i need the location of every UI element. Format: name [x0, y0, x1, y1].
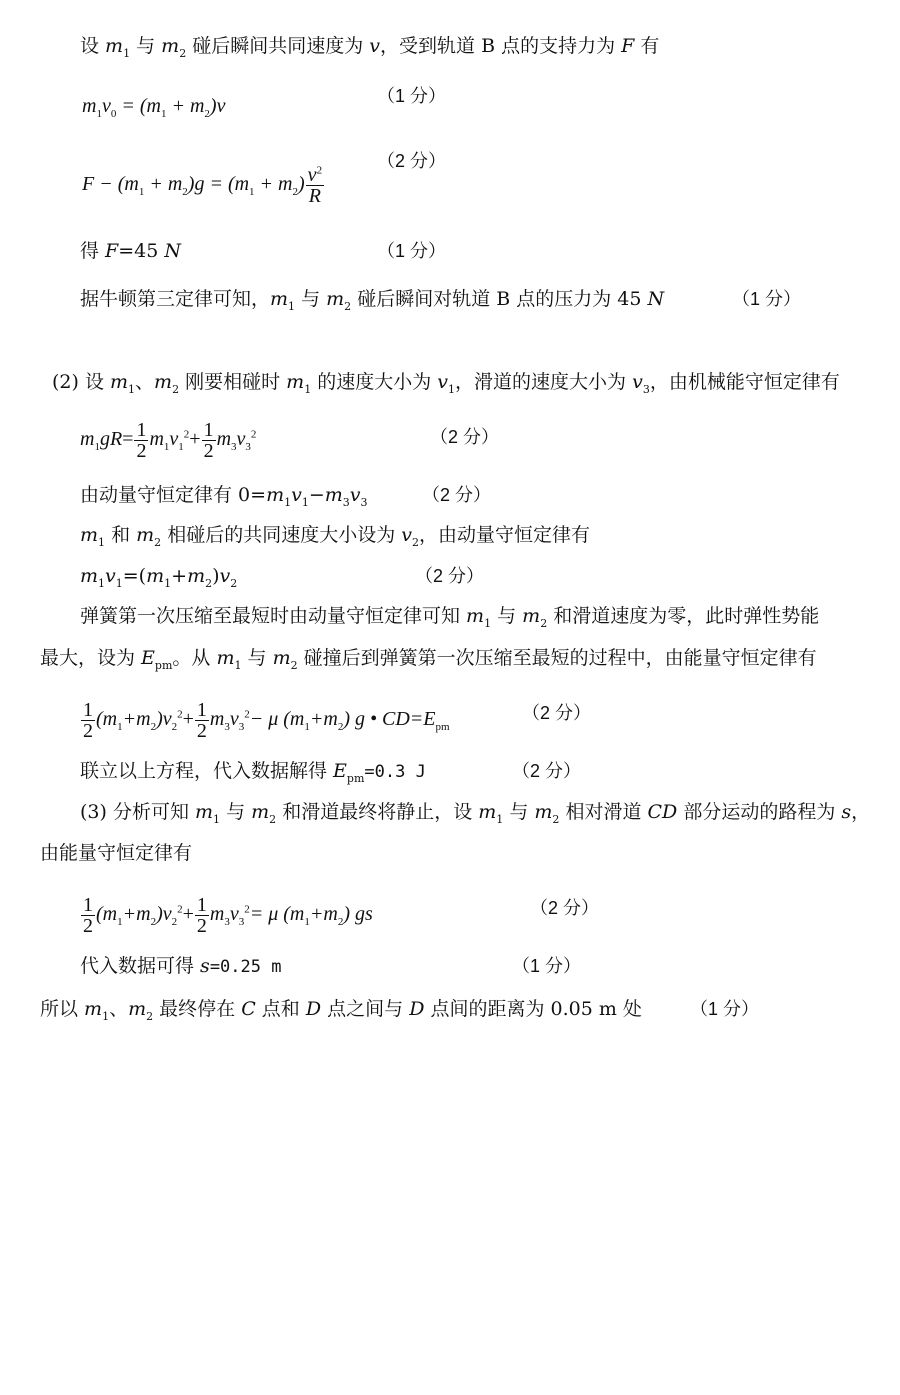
sub: 1 — [304, 382, 312, 396]
text: (3) 分析可知 — [80, 801, 195, 823]
eq-part: + — [182, 903, 194, 926]
denominator: 2 — [136, 440, 147, 462]
eq-part: + — [182, 708, 194, 731]
text: 所以 — [40, 998, 85, 1020]
equation-energy-2 — [80, 895, 373, 936]
var-m1: m — [478, 801, 497, 823]
text: 和滑道速度为零，此时弹性势能 — [547, 605, 820, 627]
sub: 3 — [238, 916, 245, 929]
text: 碰后瞬间共同速度为 — [186, 35, 370, 57]
eq-part: )v — [209, 95, 226, 117]
eq-part: )v — [156, 708, 172, 731]
sub: 1 — [163, 441, 170, 454]
var-m1: m — [110, 371, 129, 393]
fraction — [134, 420, 148, 461]
denominator: 2 — [196, 915, 207, 937]
sub: 2 — [182, 186, 188, 199]
eq-part: )g = (m — [187, 173, 250, 196]
eq-part: +m — [122, 708, 151, 731]
text: 与 — [241, 647, 273, 669]
text: ，受到轨道 B 点的支持力为 — [380, 35, 622, 57]
final-line — [40, 996, 642, 1022]
var-m2: m — [136, 524, 155, 546]
points-label: （2 分） — [522, 703, 592, 723]
sub: 2 — [171, 721, 178, 734]
sub: 2 — [150, 916, 157, 929]
points-label: （1 分） — [512, 956, 582, 976]
points-label: （1 分） — [690, 999, 760, 1019]
var-m1: m — [80, 524, 99, 546]
sub: 3 — [245, 441, 251, 454]
var-m1: m — [146, 565, 165, 587]
numerator: 1 — [83, 894, 93, 916]
spring-line-1 — [80, 603, 819, 629]
var-m3: m — [324, 484, 343, 506]
eq-part: m — [149, 428, 164, 451]
fraction — [195, 700, 209, 741]
eq-part: + — [189, 428, 201, 451]
text: 据牛顿第三定律可知， — [80, 288, 271, 310]
var-v2: v — [401, 524, 412, 546]
text: 刚要相碰时 — [179, 371, 287, 393]
var-v: v — [369, 35, 381, 57]
eq-part: (m — [96, 708, 118, 731]
sup: 2 — [250, 428, 257, 441]
numerator: 1 — [136, 419, 147, 441]
fraction — [306, 165, 324, 206]
eq-part: (m — [96, 903, 118, 926]
denominator: 2 — [83, 915, 93, 937]
sub: 2 — [150, 721, 157, 734]
sub: 1 — [304, 721, 310, 734]
var-m2: m — [154, 371, 173, 393]
var-m2: m — [161, 35, 180, 57]
text: 与 — [503, 801, 535, 823]
var-F: F — [105, 240, 119, 262]
sup: 2 — [183, 428, 190, 441]
result-line-3 — [80, 953, 281, 980]
eq-part: + m — [254, 173, 293, 196]
text: ) — [212, 565, 220, 587]
eq-part: )v — [156, 903, 172, 926]
points-label: （2 分） — [512, 761, 582, 781]
eq-part: m — [216, 428, 232, 451]
sub: 1 — [304, 916, 310, 929]
var-v2: v — [219, 565, 231, 587]
sub: 2 — [204, 108, 210, 120]
text: 代入数据可得 — [80, 955, 201, 977]
sub: 3 — [224, 721, 230, 734]
eq-part: ) gs — [343, 903, 373, 926]
numerator: 1 — [196, 699, 207, 721]
numerator: 1 — [83, 699, 93, 721]
sub: 1 — [164, 576, 172, 590]
part3-line-2: 由能量守恒定律有 — [40, 842, 193, 864]
sup: 2 — [244, 903, 250, 916]
text: ， — [851, 801, 871, 823]
fraction — [81, 700, 95, 741]
text: − — [308, 484, 325, 506]
text: 得 — [80, 240, 106, 262]
var-E: E — [333, 760, 347, 782]
sub: 1 — [178, 441, 184, 454]
sub: 3 — [238, 721, 245, 734]
sub: 2 — [344, 299, 352, 313]
text: =0.3 J — [364, 762, 426, 782]
var-v3: v — [349, 484, 361, 506]
equation-momentum — [82, 93, 225, 119]
var-CD: CD — [647, 801, 678, 823]
sub: 2 — [171, 916, 178, 929]
sub: 1 — [138, 186, 145, 199]
text: 碰后瞬间对轨道 B 点的压力为 45 — [351, 288, 648, 310]
text: =( — [122, 565, 147, 587]
eq-part: m — [209, 708, 225, 731]
var-m2: m — [534, 801, 553, 823]
var-m1: m — [105, 35, 124, 57]
text: 、 — [135, 371, 155, 393]
eq-part: v — [101, 95, 111, 117]
var-m1: m — [195, 801, 214, 823]
text: 碰撞后到弹簧第一次压缩至最短的过程中，由能量守恒定律有 — [297, 647, 817, 669]
eq-part: + m — [166, 95, 205, 117]
eq-part: +m — [122, 903, 151, 926]
equation-momentum-3 — [80, 563, 237, 589]
var-m1: m — [266, 484, 285, 506]
sub: 2 — [230, 576, 238, 590]
text: 、 — [109, 998, 129, 1020]
sup: 2 — [316, 164, 323, 177]
var-m2: m — [187, 565, 206, 587]
sub: 1 — [284, 495, 292, 509]
sub: 2 — [179, 46, 187, 60]
eq-part: v — [229, 903, 239, 926]
text: 最大，设为 — [40, 647, 142, 669]
var-v3: v — [632, 371, 643, 393]
var-m2: m — [128, 998, 147, 1020]
points-label: （2 分） — [377, 151, 447, 171]
sub: 2 — [540, 616, 548, 630]
numerator: 1 — [203, 419, 214, 441]
unit-N: N — [647, 288, 665, 310]
points-label: （2 分） — [430, 427, 500, 447]
sup: 2 — [177, 708, 183, 721]
text: + — [171, 565, 188, 587]
sub: 1 — [249, 186, 255, 199]
eq-part: F − (m — [82, 173, 139, 196]
sub: 1 — [128, 382, 136, 396]
eq-part: v — [169, 428, 179, 451]
var-v1: v — [105, 565, 116, 587]
denominator: R — [308, 185, 321, 207]
sub: 1 — [288, 299, 296, 313]
text: ，由动量守恒定律有 — [418, 524, 590, 546]
eq-part: ) g • CD=E — [343, 708, 436, 731]
sub: 2 — [172, 382, 180, 396]
sub: 0 — [110, 108, 117, 120]
var-m1: m — [286, 371, 305, 393]
var-E: E — [141, 647, 155, 669]
text: =45 — [118, 240, 165, 262]
eq-part: gR — [99, 428, 123, 451]
eq-part: ) — [298, 173, 305, 196]
part2-intro — [52, 369, 840, 395]
sub: pm — [435, 721, 450, 734]
var-m1: m — [466, 605, 485, 627]
sub: 1 — [484, 616, 492, 630]
sup: 2 — [177, 903, 183, 916]
text: 和滑道最终将静止，设 — [276, 801, 479, 823]
eq-part: = — [122, 428, 134, 451]
result-line — [80, 238, 181, 264]
var-m2: m — [251, 801, 270, 823]
var-s: s — [841, 801, 852, 823]
sub: 1 — [301, 495, 309, 509]
intro-line — [80, 33, 659, 59]
text: 的速度大小为 — [311, 371, 438, 393]
text: =0.25 m — [209, 957, 282, 977]
text: 联立以上方程，代入数据解得 — [80, 760, 334, 782]
spring-line-2 — [40, 645, 817, 671]
sub: 1 — [98, 576, 106, 590]
sub: 1 — [213, 812, 221, 826]
sub: 3 — [642, 382, 650, 396]
part3-intro — [80, 799, 870, 825]
var-m1: m — [270, 288, 289, 310]
eq-part: m — [80, 428, 95, 451]
fraction — [202, 420, 216, 461]
sub: 1 — [117, 721, 123, 734]
sub: 1 — [98, 535, 106, 549]
text: (2) 设 — [52, 371, 110, 393]
eq-part: v — [229, 708, 239, 731]
numerator: 1 — [196, 894, 207, 916]
sub: 1 — [448, 382, 456, 396]
sub: 2 — [292, 186, 298, 199]
var-v1: v — [437, 371, 449, 393]
points-label: （1 分） — [377, 241, 447, 261]
eq-part: m — [209, 903, 225, 926]
numerator: v — [307, 164, 317, 186]
text: 点和 — [255, 998, 306, 1020]
text: 有 — [634, 35, 660, 57]
points-label: （1 分） — [377, 86, 447, 106]
var-D: D — [305, 998, 322, 1020]
points-label: （2 分） — [415, 566, 485, 586]
eq-part: = μ (m — [249, 903, 305, 926]
result-line-2 — [80, 758, 426, 785]
sub: 2 — [290, 658, 298, 672]
text: 与 — [220, 801, 252, 823]
text: 与 — [295, 288, 327, 310]
text: 。从 — [172, 647, 217, 669]
eq-part: +m — [309, 708, 338, 731]
eq-part: = (m — [116, 95, 161, 117]
var-D: D — [409, 998, 425, 1020]
var-m2: m — [522, 605, 541, 627]
denominator: 2 — [83, 720, 93, 742]
eq-part: v — [236, 428, 246, 451]
fraction — [81, 895, 95, 936]
var-C: C — [241, 998, 256, 1020]
var-v1: v — [291, 484, 302, 506]
sub: pm — [154, 658, 173, 672]
var-m1: m — [80, 565, 99, 587]
sup: 2 — [244, 708, 250, 721]
sub: 2 — [411, 535, 419, 549]
sub: 1 — [160, 108, 167, 120]
sub: 1 — [117, 916, 123, 929]
sub: 3 — [231, 441, 237, 454]
var-m1: m — [84, 998, 103, 1020]
eq-part: + m — [144, 173, 183, 196]
denominator: 2 — [203, 440, 214, 462]
sub: 1 — [102, 1009, 110, 1023]
eq-part: +m — [309, 903, 338, 926]
sub: 2 — [146, 1009, 154, 1023]
sub: 1 — [96, 108, 102, 120]
unit-N: N — [164, 240, 181, 262]
sub: 2 — [552, 812, 560, 826]
var-m1: m — [216, 647, 235, 669]
text: 由动量守恒定律有 0= — [80, 484, 267, 506]
points-label: （2 分） — [422, 485, 492, 505]
equation-force — [82, 165, 325, 206]
text: 与 — [491, 605, 523, 627]
newton-third-law-line — [80, 286, 664, 312]
equation-mechanical-energy — [80, 420, 256, 461]
text: 与 — [130, 35, 162, 57]
text: 相碰后的共同速度大小设为 — [161, 524, 402, 546]
text: 弹簧第一次压缩至最短时由动量守恒定律可知 — [80, 605, 467, 627]
sub: 2 — [154, 535, 162, 549]
sub: 3 — [360, 495, 368, 509]
text: 部分运动的路程为 — [677, 801, 842, 823]
var-F: F — [621, 35, 635, 57]
sub: 2 — [269, 812, 277, 826]
sub: 2 — [205, 576, 213, 590]
text: 设 — [80, 35, 106, 57]
sub: 1 — [234, 658, 242, 672]
text: ，由机械能守恒定律有 — [649, 371, 840, 393]
eq-part: − μ (m — [249, 708, 305, 731]
text: ，滑道的速度大小为 — [455, 371, 633, 393]
text: 相对滑道 — [559, 801, 648, 823]
sub: 2 — [337, 721, 344, 734]
sub: 1 — [496, 812, 504, 826]
text: 点之间与 — [321, 998, 410, 1020]
sub: 3 — [342, 495, 350, 509]
var-m2: m — [272, 647, 291, 669]
text: 和 — [105, 524, 137, 546]
sub: 1 — [123, 46, 131, 60]
collision-line — [80, 522, 590, 548]
denominator: 2 — [196, 720, 207, 742]
var-s: s — [200, 955, 210, 977]
sub: 3 — [224, 916, 230, 929]
sub: 2 — [337, 916, 344, 929]
var-m2: m — [326, 288, 345, 310]
points-label: （2 分） — [530, 898, 600, 918]
sub: pm — [346, 771, 365, 785]
equation-momentum-2 — [80, 482, 368, 508]
eq-part: m — [82, 95, 97, 117]
text: 最终停在 — [153, 998, 242, 1020]
equation-energy-1 — [80, 700, 450, 741]
fraction — [195, 895, 209, 936]
sub: 1 — [115, 576, 123, 590]
text: 点间的距离为 0.05 m 处 — [424, 998, 642, 1020]
points-label: （1 分） — [732, 289, 802, 309]
sub: 1 — [94, 441, 100, 454]
